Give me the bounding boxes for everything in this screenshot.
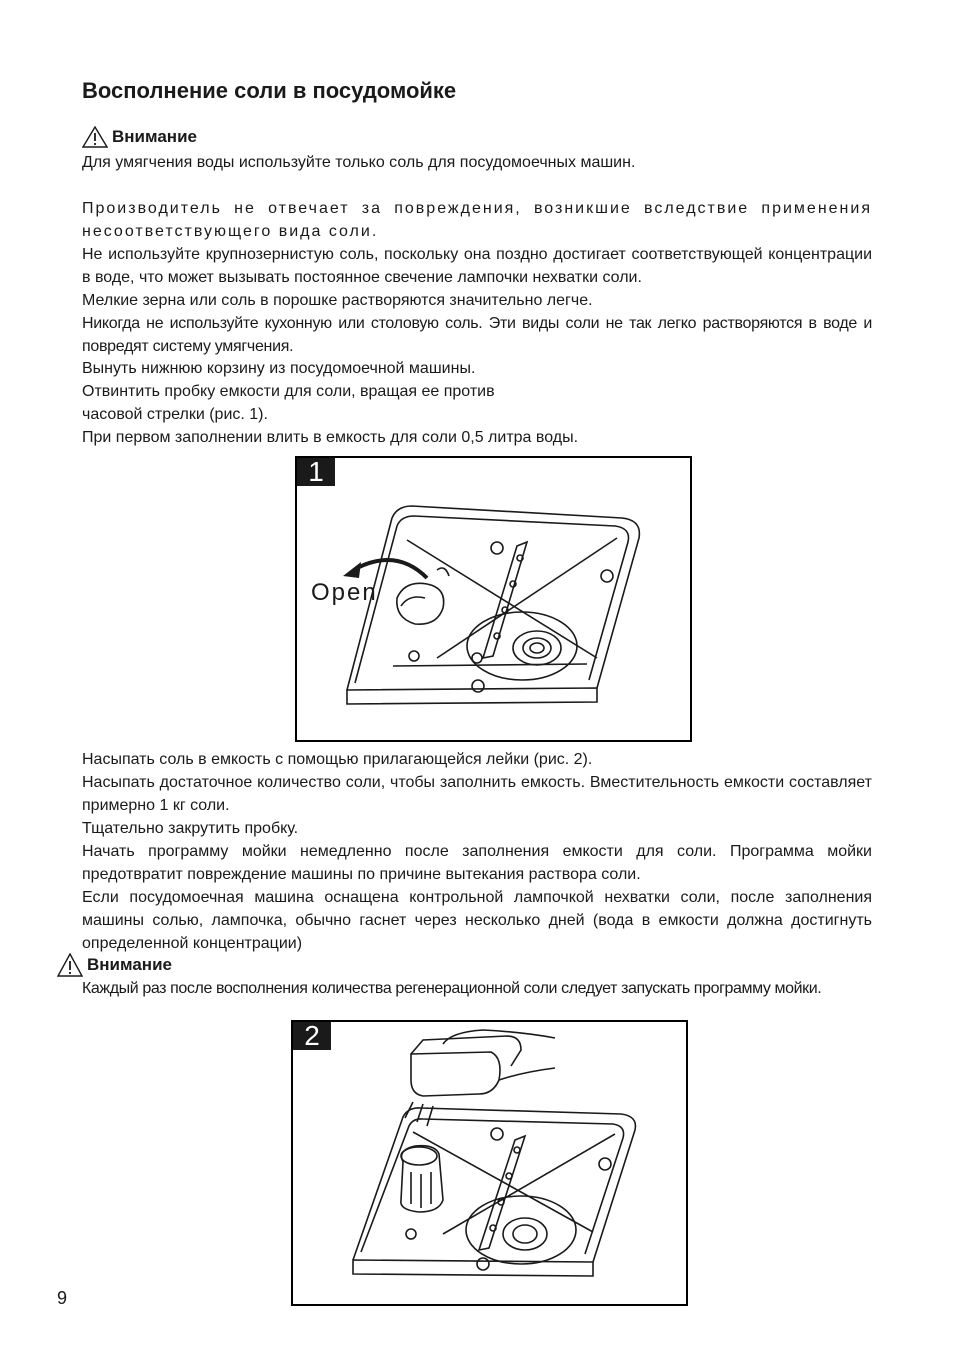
warning-triangle-icon — [57, 953, 83, 977]
paragraph: Никогда не используйте кухонную или столовую соль. Эти виды соли не так легко растворяются в воде и повредят систему умягчения. — [82, 315, 872, 355]
page-title: Восполнение соли в посудомойке — [82, 78, 457, 103]
warning-text-1: Для умягчения воды используйте только соль для посудомоечных машин. — [82, 154, 636, 171]
warning-heading-label: Внимание — [112, 127, 197, 146]
paragraph: Производитель не отвечает за повреждения, возникшие вследствие применения несоответствующего вида соли. — [82, 200, 872, 240]
paragraph: Насыпать соль в емкость с помощью прилагающейся лейки (рис. 2). — [82, 751, 593, 768]
paragraph: Вынуть нижнюю корзину из посудомоечной машины. — [82, 360, 476, 377]
paragraph: Не используйте крупнозернистую соль, поскольку она поздно достигает соответствующей концентрации в воде, что может вызывать постоянное свечение лампочки нехватки соли. — [82, 246, 872, 286]
paragraph: Начать программу мойки немедленно после заполнения емкости для соли. Программа мойки предотвратит повреждение машины по причине вытекания раствора соли. — [82, 843, 872, 883]
paragraph: При первом заполнении влить в емкость для соли 0,5 литра воды. — [82, 429, 579, 446]
paragraph: часовой стрелки (рис. 1). — [82, 406, 268, 423]
paragraph: Мелкие зерна или соль в порошке растворяются значительно легче. — [82, 292, 593, 309]
dishwasher-tub-illustration — [293, 1022, 686, 1304]
warning-heading-2 — [57, 953, 172, 977]
warning-heading-1 — [82, 126, 197, 148]
figure-number: 1 — [297, 458, 335, 486]
figure-number: 2 — [293, 1022, 331, 1050]
paragraph: Насыпать достаточное количество соли, чтобы заполнить емкость. Вместительность емкости составляет примерно 1 кг соли. — [82, 774, 872, 814]
paragraph: Отвинтить пробку емкости для соли, вращая ее против — [82, 383, 495, 400]
warning-text-2: Каждый раз после восполнения количества регенерационной соли следует запускать программу мойки. — [82, 980, 822, 997]
dishwasher-tub-illustration — [297, 458, 690, 740]
open-label: Open — [311, 579, 378, 606]
warning-heading-label: Внимание — [87, 955, 172, 974]
figure-1 — [295, 456, 692, 742]
paragraph: Если посудомоечная машина оснащена контрольной лампочкой нехватки соли, после заполнения машины солью, лампочка, обычно гаснет через несколько дней (вода в емкости должна достигнуть определенной концентрации) — [82, 889, 872, 952]
page-number: 9 — [57, 1288, 68, 1308]
warning-triangle-icon — [82, 126, 108, 148]
paragraph: Тщательно закрутить пробку. — [82, 820, 299, 837]
figure-2 — [291, 1020, 688, 1306]
